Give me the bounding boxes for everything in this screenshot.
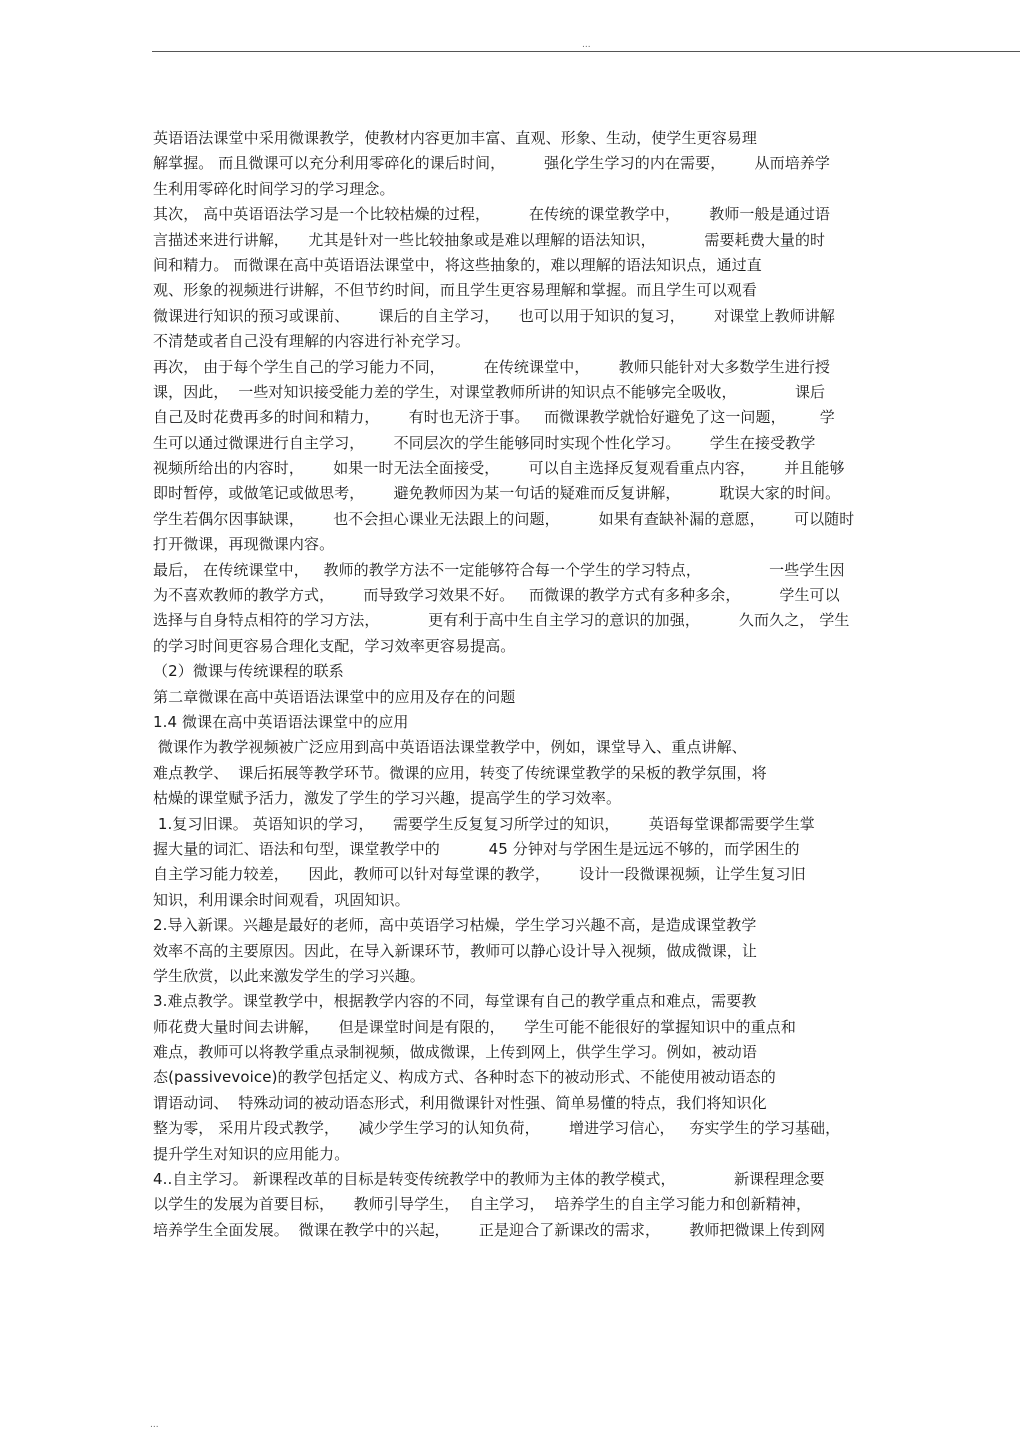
text-line: 自主学习能力较差， 因此，教师可以针对每堂课的教学， 设计一段微课视频，让学生复习旧: [153, 865, 806, 884]
header-rule: [152, 51, 1020, 52]
text-line: 微课作为教学视频被广泛应用到高中英语语法课堂教学中，例如，课堂导入、重点讲解、: [153, 738, 747, 757]
text-line: （2）微课与传统课程的联系: [153, 662, 344, 681]
text-line: 即时暂停，或做笔记或做思考， 避免教师因为某一句话的疑难而反复讲解， 耽误大家的时间。: [153, 484, 841, 503]
text-line: 英语语法课堂中采用微课教学，使教材内容更加丰富、直观、形象、生动，使学生更容易理: [153, 129, 758, 147]
text-line: 言描述来进行讲解， 尤其是针对一些比较抽象或是难以理解的语法知识， 需要耗费大量的时: [153, 230, 826, 249]
text-line: 态(passivevoice)的教学包括定义、构成方式、各种时态下的被动形式、不能使用被动语态的: [153, 1068, 776, 1087]
text-line: 知识，利用课余时间观看，巩固知识。: [153, 890, 410, 909]
text-line: 自己及时花费再多的时间和精力， 有时也无济于事。 而微课教学就恰好避免了这一问题， 学: [153, 408, 835, 427]
text-line: 间和精力。 而微课在高中英语语法课堂中，将这些抽象的，难以理解的语法知识点，通过直: [153, 255, 762, 274]
text-line: 谓语动词、 特殊动词的被动语态形式，利用微课针对性强、简单易懂的特点，我们将知识化: [153, 1093, 767, 1112]
text-line: 效率不高的主要原因。因此，在导入新课环节，教师可以静心设计导入视频，做成微课，让: [153, 941, 758, 960]
text-line: 生可以通过微课进行自主学习， 不同层次的学生能够同时实现个性化学习。 学生在接受教学: [153, 433, 816, 452]
text-line: 培养学生全面发展。 微课在教学中的兴起， 正是迎合了新课改的需求， 教师把微课上传到网: [153, 1220, 826, 1239]
text-line: 学生欣赏，以此来激发学生的学习兴趣。: [153, 966, 425, 985]
text-line: 握大量的词汇、语法和句型，课堂教学中的 45 分钟对与学困生是远远不够的，而学困生的: [153, 839, 800, 858]
text-line: 枯燥的课堂赋予活力，激发了学生的学习兴趣，提高学生的学习效率。: [153, 789, 622, 808]
header-mark: ...: [582, 40, 591, 50]
text-line: 生利用零碎化时间学习的学习理念。: [153, 179, 395, 198]
text-line: 观、形象的视频进行讲解，不但节约时间，而且学生更容易理解和掌握。而且学生可以观看: [153, 281, 758, 300]
text-line: 师花费大量时间去讲解， 但是课堂时间是有限的， 学生可能不能很好的掌握知识中的重点和: [153, 1017, 796, 1036]
text-line: 再次， 由于每个学生自己的学习能力不同， 在传统课堂中， 教师只能针对大多数学生进行授: [153, 357, 831, 376]
text-line: 解掌握。 而且微课可以充分利用零碎化的课后时间， 强化学生学习的内在需要， 从而培养学: [153, 154, 831, 173]
document-body: [153, 126, 869, 1243]
text-line: 其次， 高中英语语法学习是一个比较枯燥的过程， 在传统的课堂教学中， 教师一般是通过语: [153, 205, 831, 224]
footer-mark: ...: [150, 1420, 159, 1430]
text-line: 以学生的发展为首要目标， 教师引导学生， 自主学习， 培养学生的自主学习能力和创新精神，: [153, 1195, 812, 1214]
text-line: 第二章微课在高中英语语法课堂中的应用及存在的问题: [153, 687, 516, 706]
text-line: 难点教学、 课后拓展等教学环节。微课的应用，转变了传统课堂教学的呆板的教学氛围，将: [153, 763, 767, 782]
text-line: 学生若偶尔因事缺课， 也不会担心课业无法跟上的问题， 如果有查缺补漏的意愿， 可以随时: [153, 509, 855, 528]
text-line: 整为零， 采用片段式教学， 减少学生学习的认知负荷， 增进学习信心， 夯实学生的学习基础，: [153, 1119, 841, 1138]
text-line: 为不喜欢教师的教学方式， 而导致学习效果不好。 而微课的教学方式有多种多余， 学生可以: [153, 586, 840, 605]
text-line: 打开微课，再现微课内容。: [153, 535, 335, 554]
text-line: 3.难点教学。课堂教学中，根据教学内容的不同，每堂课有自己的教学重点和难点，需要教: [153, 992, 757, 1011]
text-line: 的学习时间更容易合理化支配，学习效率更容易提高。: [153, 636, 516, 655]
text-line: 难点，教师可以将教学重点录制视频，做成微课，上传到网上，供学生学习。例如，被动语: [153, 1043, 758, 1062]
text-line: 视频所给出的内容时， 如果一时无法全面接受， 可以自主选择反复观看重点内容， 并且能够: [153, 459, 845, 478]
text-line: 1.4 微课在高中英语语法课堂中的应用: [153, 712, 409, 731]
text-line: 提升学生对知识的应用能力。: [153, 1144, 350, 1163]
text-line: 2.导入新课。兴趣是最好的老师，高中英语学习枯燥，学生学习兴趣不高，是造成课堂教学: [153, 916, 757, 935]
text-line: 4..自主学习。 新课程改革的目标是转变传统教学中的教师为主体的教学模式， 新课程理念要: [153, 1170, 825, 1189]
text-line: 最后， 在传统课堂中， 教师的教学方法不一定能够符合每一个学生的学习特点， 一些学生因: [153, 560, 845, 579]
text-line: 不清楚或者自己没有理解的内容进行补充学习。: [153, 332, 471, 351]
text-line: 课，因此， 一些对知识接受能力差的学生，对课堂教师所讲的知识点不能够完全吸收， 课后: [153, 382, 826, 401]
text-line: 微课进行知识的预习或课前、 课后的自主学习， 也可以用于知识的复习， 对课堂上教师讲解: [153, 306, 835, 325]
text-line: 1.复习旧课。 英语知识的学习， 需要学生反复复习所学过的知识， 英语每堂课都需要学生掌: [153, 814, 815, 833]
text-line: 选择与自身特点相符的学习方法， 更有利于高中生自主学习的意识的加强， 久而久之， 学生: [153, 611, 850, 630]
